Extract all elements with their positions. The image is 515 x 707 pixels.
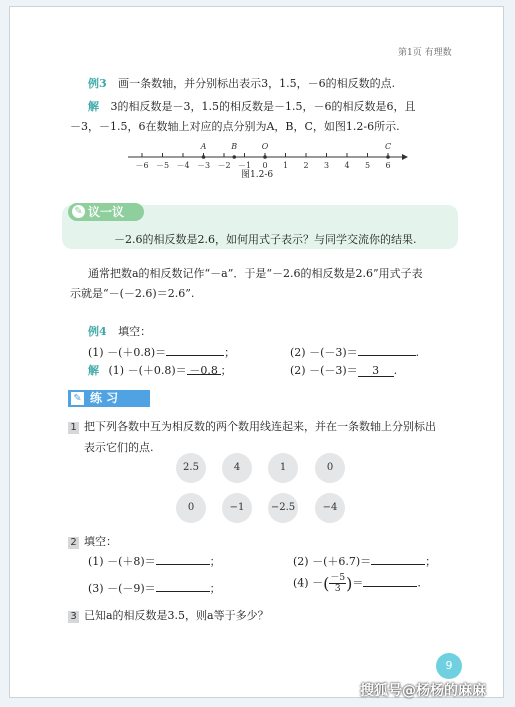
- point-label: C: [384, 142, 392, 151]
- answer-blank[interactable]: [363, 574, 417, 587]
- point-label: B: [231, 142, 238, 151]
- example4-a2: (2) －(－3)＝ 3 .: [290, 364, 398, 377]
- point-label: A: [200, 142, 207, 151]
- answer-blank[interactable]: [358, 343, 416, 356]
- practice-q2-4: (4) －( $\frac{-5}{3}$ )＝ .: [293, 573, 421, 594]
- textbook-page: [9, 6, 504, 698]
- page-number: 9: [436, 653, 462, 679]
- example3-text: 画一条数轴，并分别标出表示3，1.5，－6的相反数的点.: [118, 77, 396, 90]
- point-marker: [386, 155, 390, 159]
- number-circle[interactable]: −2.5: [268, 493, 298, 523]
- practice-title: ✎ 练 习: [68, 390, 150, 407]
- point-label: O: [261, 142, 269, 151]
- tick-label: 6: [385, 161, 391, 170]
- chat-icon: ✎: [72, 205, 85, 218]
- paragraph-line1: 通常把数a的相反数记作“－a”．于是“－2.6的相反数是2.6”用式子表: [88, 267, 423, 280]
- point-marker: [232, 155, 236, 159]
- answer-filled: 3: [358, 364, 394, 377]
- example3-problem: [88, 75, 395, 91]
- tick-label: 5: [364, 161, 371, 170]
- page-header: 第1页 有理数: [398, 48, 452, 58]
- answer-filled: －0.8: [187, 362, 221, 375]
- tick-label: 3: [323, 161, 330, 170]
- number-circle[interactable]: 0: [315, 453, 345, 483]
- tick-label: －3: [196, 161, 211, 170]
- tick-label: 4: [344, 161, 350, 170]
- number-circle[interactable]: 4: [222, 453, 252, 483]
- arrow-icon: [402, 154, 408, 160]
- tick-label: －4: [176, 161, 190, 170]
- example3-solution-line2: －3，－1.5，6在数轴上对应的点分别为A，B，C，如图1.2-6所示.: [70, 120, 400, 133]
- tick-label: －6: [135, 161, 149, 170]
- number-circle[interactable]: 2.5: [176, 453, 206, 483]
- example3-solution-label: 解: [88, 100, 99, 113]
- answer-blank[interactable]: [166, 343, 224, 356]
- example4-a1: 解 (1) －(＋0.8)＝ －0.8 ；: [88, 364, 232, 377]
- answer-blank[interactable]: [156, 579, 210, 592]
- tick-label: 2: [303, 161, 309, 170]
- example4-q2: (2) －(－3)＝ .: [290, 343, 419, 360]
- example4-header: 例4 填空：: [88, 325, 152, 338]
- practice-q2-3: (3) －(－9)＝ ；: [88, 579, 221, 596]
- tick-label: －2: [217, 161, 231, 170]
- answer-blank[interactable]: [371, 552, 425, 565]
- number-circle[interactable]: 0: [176, 493, 206, 523]
- pencil-icon: ✎: [71, 392, 84, 405]
- practice-q2-2: (2) －(＋6.7)＝ ；: [293, 552, 436, 569]
- paragraph-line2: 示就是“－(－2.6)＝2.6”.: [70, 287, 195, 300]
- number-circle[interactable]: −1: [222, 493, 252, 523]
- watermark: 搜狐号@杨杨的麻麻: [360, 683, 486, 699]
- practice-q1-line1: 1 把下列各数中互为相反数的两个数用线连起来，并在一条数轴上分别标出: [68, 418, 436, 434]
- fraction: $\frac{-5}{3}$: [330, 573, 346, 594]
- practice-q1-line2: 表示它们的点.: [84, 441, 154, 454]
- tick-label: －1: [237, 161, 252, 170]
- point-marker: [263, 155, 267, 159]
- tick-label: －5: [155, 161, 170, 170]
- example3-solution-line1: 解 3的相反数是－3，1.5的相反数是－1.5，－6的相反数是6，且: [88, 100, 416, 113]
- answer-blank[interactable]: [156, 552, 210, 565]
- practice-q2-1: (1) －(＋8)＝ ；: [88, 552, 221, 569]
- number-circle[interactable]: 1: [268, 453, 298, 483]
- example4-q1: (1) －(＋0.8)＝ ；: [88, 343, 235, 360]
- discuss-title: ✎ 议一议: [68, 203, 144, 221]
- point-marker: [202, 155, 206, 159]
- discuss-text: －2.6的相反数是2.6，如何用式子表示？与同学交流你的结果.: [114, 233, 417, 246]
- practice-q3: 3 已知a的相反数是3.5，则a等于多少？: [68, 607, 269, 623]
- example4-label: 例4: [88, 325, 107, 338]
- tick-label: 1: [282, 161, 289, 170]
- figure-caption: 图1.2-6: [241, 170, 274, 180]
- number-circle[interactable]: −4: [315, 493, 345, 523]
- example3-label: 例3: [88, 77, 107, 90]
- practice-q2-header: 2 填空：: [68, 533, 117, 549]
- tick-label: 0: [262, 161, 268, 170]
